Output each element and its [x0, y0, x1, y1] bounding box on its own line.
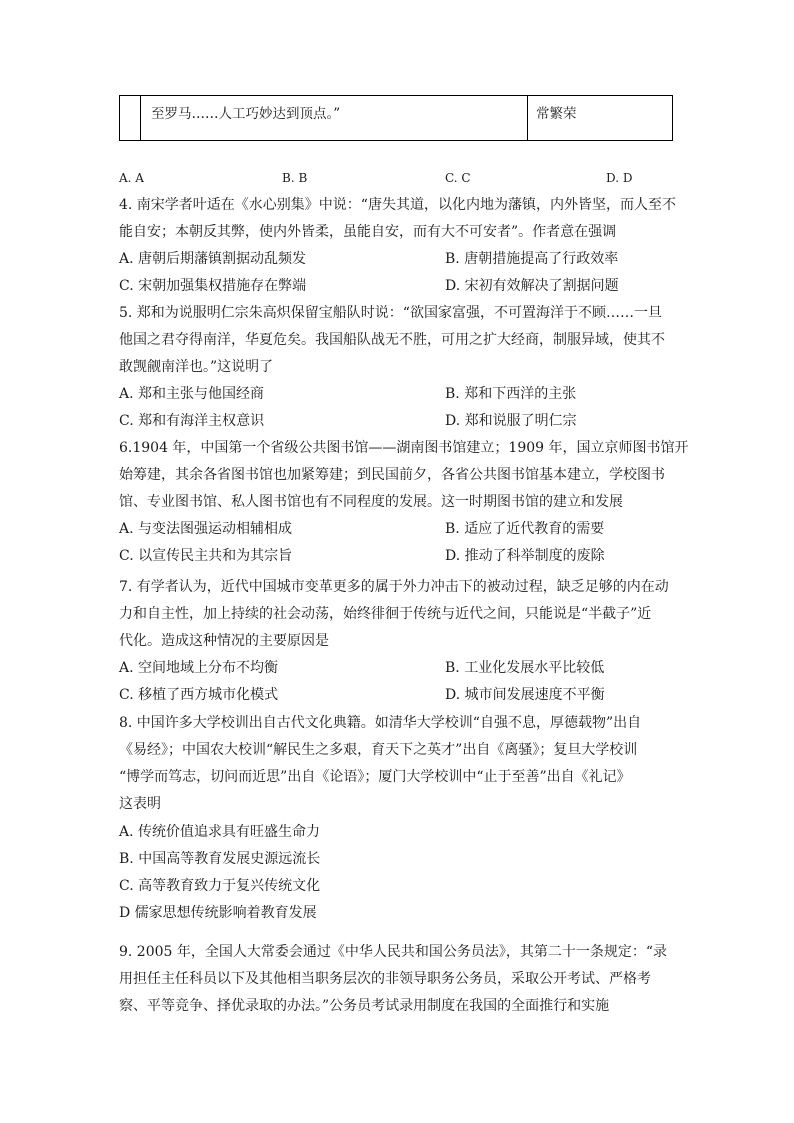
q8-option-c: C. 高等教育致力于复兴传统文化 — [119, 878, 321, 894]
q8-option-d: D 儒家思想传统影响着教育发展 — [119, 905, 317, 921]
q8-option-a: A. 传统价值追求具有旺盛生命力 — [119, 824, 321, 840]
q8-stem-line: 《易经》；中国农大校训“解民生之多艰，育天下之英才”出自《离骚》；复旦大学校训 — [119, 742, 638, 758]
q5-option-b: B. 郑和下西洋的主张 — [445, 386, 577, 402]
q8-stem-line: 这表明 — [119, 796, 161, 812]
q7-option-c: C. 移植了西方城市化模式 — [119, 687, 279, 703]
q7-stem-line: 7. 有学者认为，近代中国城市变革更多的属于外力冲击下的被动过程，缺乏足够的内在动 — [119, 579, 669, 595]
q9-stem-line: 9. 2005 年，全国人大常委会通过《中华人民共和国公务员法》，其第二十一条规定：“录 — [119, 944, 668, 960]
q6-stem-line: 馆、专业图书馆、私人图书馆也有不同程度的发展。这一时期图书馆的建立和发展 — [119, 494, 623, 510]
q7-stem-line: 代化。造成这种情况的主要原因是 — [119, 633, 329, 649]
q5-option-c: C. 郑和有海洋主权意识 — [119, 413, 265, 429]
table-row — [119, 95, 673, 141]
q6-option-d: D. 推动了科举制度的废除 — [445, 548, 605, 564]
q7-option-d: D. 城市间发展速度不平衡 — [445, 687, 605, 703]
table-cell-empty — [120, 96, 141, 140]
q3-option-b: B. B — [282, 171, 308, 185]
q6-stem-line: 6.1904 年，中国第一个省级公共图书馆——湖南图书馆建立；1909 年，国立京师图书馆开 — [119, 440, 689, 456]
q4-option-c: C. 宋朝加强集权措施存在弊端 — [119, 278, 307, 294]
q9-stem-line: 用担任主任科员以下及其他相当职务层次的非领导职务公务员，采取公开考试、严格考 — [119, 971, 651, 987]
q4-option-d: D. 宋初有效解决了割据问题 — [445, 278, 619, 294]
q6-stem-line: 始筹建，其余各省图书馆也加紧筹建；到民国前夕，各省公共图书馆基本建立，学校图书 — [119, 467, 665, 483]
q7-option-a: A. 空间地域上分布不均衡 — [119, 660, 279, 676]
table-cell-quote: 至罗马……人工巧妙达到顶点。” — [141, 96, 528, 140]
q4-option-b: B. 唐朝措施提高了行政效率 — [445, 251, 619, 267]
q5-option-a: A. 郑和主张与他国经商 — [119, 386, 265, 402]
q5-option-d: D. 郑和说服了明仁宗 — [445, 413, 577, 429]
q8-stem-line: 8. 中国许多大学校训出自古代文化典籍。如清华大学校训“自强不息，厚德载物”出自 — [119, 715, 642, 731]
q5-stem-line: 5. 郑和为说服明仁宗朱高炽保留宝船队时说：“欲国家富强，不可置海洋于不顾……一旦 — [119, 305, 662, 321]
q6-option-b: B. 适应了近代教育的需要 — [445, 521, 605, 537]
table-cell-right: 常繁荣 — [536, 106, 577, 122]
q5-stem-line: 他国之君夺得南洋，华夏危矣。我国船队战无不胜，可用之扩大经商，制服异域，使其不 — [119, 332, 665, 348]
q3-option-c: C. C — [445, 171, 471, 185]
q8-option-b: B. 中国高等教育发展史源远流长 — [119, 851, 321, 867]
q5-stem-line: 敢觊觎南洋也。”这说明了 — [119, 359, 274, 375]
q3-option-a: A. A — [119, 171, 144, 185]
q4-option-a: A. 唐朝后期藩镇割据动乱频发 — [119, 251, 307, 267]
q7-option-b: B. 工业化发展水平比较低 — [445, 660, 605, 676]
q7-stem-line: 力和自主性，加上持续的社会动荡，始终徘徊于传统与近代之间，只能说是“半截子”近 — [119, 606, 652, 622]
q6-option-c: C. 以宣传民主共和为其宗旨 — [119, 548, 293, 564]
q9-stem-line: 察、平等竞争、择优录取的办法。”公务员考试录用制度在我国的全面推行和实施 — [119, 998, 610, 1014]
q4-stem-line: 4. 南宋学者叶适在《水心别集》中说：“唐失其道，以化内地为藩镇，内外皆坚，而人至不 — [119, 197, 676, 213]
q8-stem-line: “博学而笃志，切问而近思”出自《论语》；厦门大学校训中“止于至善”出自《礼记》 — [119, 769, 631, 785]
q4-stem-line: 能自安；本朝反其弊，使内外皆柔，虽能自安，而有大不可安者”。作者意在强调 — [119, 224, 617, 240]
q6-option-a: A. 与变法图强运动相辅相成 — [119, 521, 293, 537]
q3-option-d: D. D — [606, 171, 633, 185]
